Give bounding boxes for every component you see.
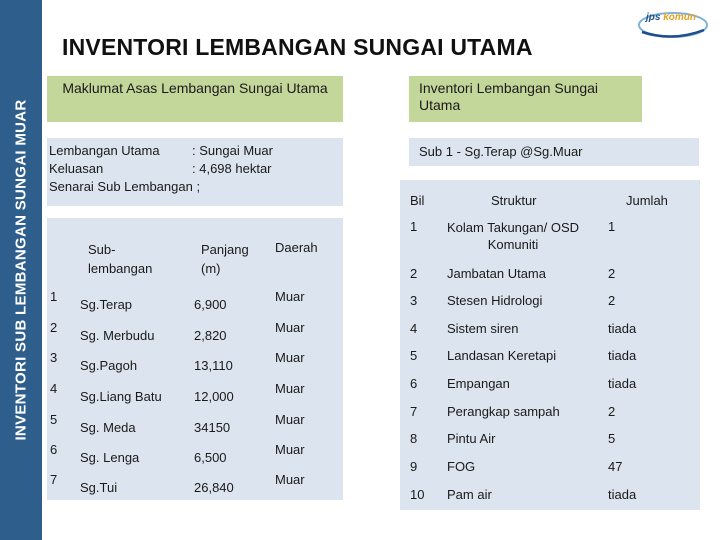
row-number: 5 [410, 348, 418, 363]
structure-name: Stesen Hidrologi [447, 293, 543, 308]
row-number: 4 [410, 321, 418, 336]
basin-summary [47, 138, 343, 206]
vertical-sidebar [0, 0, 42, 540]
row-number: 6 [410, 376, 418, 391]
sub-basin-name: Sg. Merbudu [80, 328, 155, 343]
structure-count: 2 [608, 404, 616, 419]
col-header-district: Daerah [275, 240, 318, 255]
sub-basin-district: Muar [275, 442, 305, 457]
col-header-count: Jumlah [626, 193, 668, 208]
structure-name: FOG [447, 459, 476, 474]
summary-row-main-basin [49, 142, 341, 160]
structure-count: tiada [608, 487, 637, 502]
sub-basin-length: 34150 [194, 420, 231, 435]
structure-count: 2 [608, 266, 616, 281]
row-number: 2 [410, 266, 418, 281]
row-number: 3 [50, 350, 58, 365]
structure-count: 1 [608, 219, 616, 234]
summary-key: Keluasan [49, 161, 104, 176]
structure-name: Empangan [447, 376, 510, 391]
structure-name: Sistem siren [447, 321, 519, 336]
sub-basin-length: 26,840 [194, 480, 234, 495]
jps-komuniti-logo [636, 8, 710, 42]
structure-name: Jambatan Utama [447, 266, 546, 281]
sub-basin-name: Sg.Tui [80, 480, 118, 495]
row-number: 1 [50, 289, 58, 304]
sub-basin-district: Muar [275, 412, 305, 427]
summary-key: Lembangan Utama [49, 143, 160, 158]
summary-value: : 4,698 hektar [192, 161, 272, 176]
sidebar-label: INVENTORI SUB LEMBANGAN SUNGAI MUAR [12, 99, 30, 441]
structure-count: tiada [608, 321, 637, 336]
sub-basin-name: Sg.Terap [80, 297, 133, 312]
sub-basin-length: 13,110 [194, 358, 233, 373]
sub-basin-name: Sg.Pagoh [80, 358, 138, 373]
page-title: INVENTORI LEMBANGAN SUNGAI UTAMA [62, 34, 533, 60]
summary-value: : Sungai Muar [192, 143, 273, 158]
row-number: 8 [410, 431, 418, 446]
structure-name: Kolam Takungan/ OSD Komuniti [447, 220, 579, 252]
sub-basin-district: Muar [275, 350, 305, 365]
row-number: 5 [50, 412, 58, 427]
structure-count: 47 [608, 459, 623, 474]
sub-basin-name: Sg. Meda [80, 420, 136, 435]
structure-name: Landasan Keretapi [447, 348, 557, 363]
logo-wordmark [646, 12, 696, 23]
sub-basin-district: Muar [275, 381, 305, 396]
sub-basin-label: Sub 1 - Sg.Terap @Sg.Muar [409, 138, 699, 166]
sub-basin-name: Sg.Liang Batu [80, 389, 162, 404]
summary-row-area [49, 160, 341, 178]
structure-count: tiada [608, 348, 637, 363]
col-header-length: Panjang (m) [201, 242, 249, 276]
structure-name: Pam air [447, 487, 492, 502]
sub-basin-length: 6,900 [194, 297, 227, 312]
structure-name: Pintu Air [447, 431, 496, 446]
sub-basin-district: Muar [275, 289, 305, 304]
row-number: 2 [50, 320, 58, 335]
basic-info-header: Maklumat Asas Lembangan Sungai Utama [47, 76, 343, 122]
sub-basin-length: 12,000 [194, 389, 234, 404]
sub-basin-name: Sg. Lenga [80, 450, 140, 465]
col-header-sub-basin: Sub- lembangan [88, 242, 153, 276]
row-number: 10 [410, 487, 425, 502]
row-number: 4 [50, 381, 58, 396]
sub-basin-length: 2,820 [194, 328, 227, 343]
row-number: 3 [410, 293, 418, 308]
structure-count: 5 [608, 431, 616, 446]
inventory-header: Inventori Lembangan Sungai Utama [409, 76, 642, 122]
col-header-structure: Struktur [491, 193, 537, 208]
row-number: 6 [50, 442, 58, 457]
row-number: 7 [50, 472, 58, 487]
sub-basin-list-label: Senarai Sub Lembangan ; [49, 179, 201, 194]
row-number: 1 [410, 219, 418, 234]
row-number: 7 [410, 404, 418, 419]
structure-name: Perangkap sampah [447, 404, 560, 419]
structure-count: 2 [608, 293, 616, 308]
row-number: 9 [410, 459, 418, 474]
logo-text-b: komun [663, 12, 697, 23]
col-header-no: Bil [410, 193, 425, 208]
structure-count: tiada [608, 376, 637, 391]
sub-basin-district: Muar [275, 472, 305, 487]
sub-basin-length: 6,500 [194, 450, 227, 465]
sub-basin-district: Muar [275, 320, 305, 335]
logo-text-a: jps [646, 12, 661, 23]
